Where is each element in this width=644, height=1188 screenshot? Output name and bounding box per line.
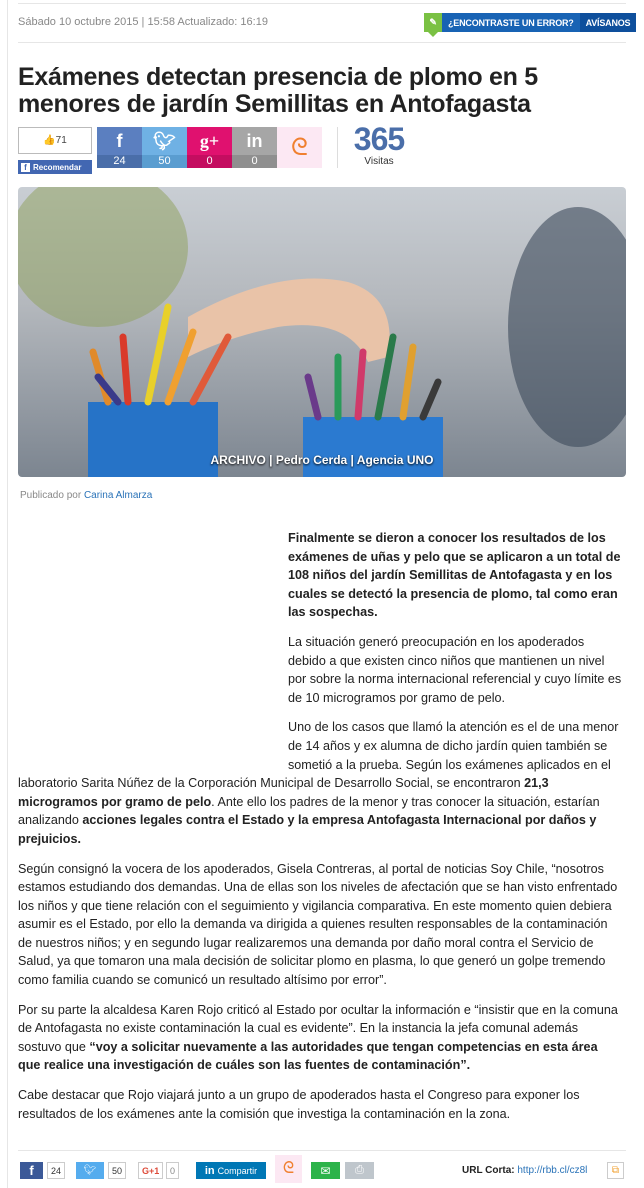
text: Por su parte la alcaldesa Karen Rojo criticó al Estado por ocultar la información e “insistir que en la comuna de Antofagasta no existe contaminación la cual es evidente”. En la instancia la jefa comunal además sostuvo que [18,1002,618,1054]
footer-twitter-count: 50 [108,1162,126,1179]
article-paragraph: Según consignó la vocera de los apoderados, Gisela Contreras, al portal de noticias Soy Chile, “nosotros estamos estudiando dos demandas. Una de ellas son los niveles de afectación que se han visto enfrentado los niños y que tiene relación con el seguimiento y vigilancia comparativa. En este momento quien debiera asumir es el Estado, por ello la demanda va dirigida a quienes resulten responsables de la contaminación de nuestros niños; y en segundo lugar realizaremos una demanda por daño moral contra el Servicio de Salud, ya que tomaron una mala decisión de solicitar plomo en plasma, lo que generó un golpe tremendo como familia cuando se comunicó un resultado altísimo por error”. [18,861,618,988]
visit-label: Visitas [364,156,394,167]
share-elephant-button[interactable] [277,127,322,168]
elephant-icon: ᘓ [291,134,308,161]
linkedin-icon: in [246,131,263,151]
short-url-label: URL Corta: [462,1165,515,1176]
footer-elephant-button[interactable] [275,1155,302,1183]
article-lead: Finalmente se dieron a conocer los resultados de los exámenes de uñas y pelo que se aplicaron a un total de 108 niños del jardín Semillitas de Antofagasta y en los cuales se detectó la presencia de plomo, tal como eran las sospechas. [288,531,621,620]
pencil-icon: ✎ [424,13,442,32]
elephant-icon: ᘓ [282,1160,295,1177]
facebook-recommend-button[interactable] [18,160,92,174]
byline [20,490,152,501]
page-title: Exámenes detectan presencia de plomo en 5 menores de jardín Semillitas en Antofagasta [18,63,538,118]
article-paragraph: Cabe destacar que Rojo viajará junto a un grupo de apoderados hasta el Congreso para exponer los resultados de los exámenes ante la comisión que investiga la contaminación en la zona. [18,1088,580,1121]
footer-facebook-count: 24 [47,1162,65,1179]
report-error-question: ¿ENCONTRASTE UN ERROR? [442,13,580,32]
envelope-icon: ✉ [320,1163,331,1178]
copy-url-button[interactable] [607,1162,624,1179]
facebook-icon: f [116,131,123,151]
photo-caption: ARCHIVO | Pedro Cerda | Agencia UNO [210,453,434,467]
ad-space [18,529,288,767]
footer-linkedin-button[interactable] [196,1162,266,1179]
divider [337,127,338,168]
pencils-illustration [18,187,626,477]
twitter-count: 50 [142,155,187,168]
twitter-icon: 🐦︎ [153,131,176,151]
text: . Ante ello los padres de la menor y tras conocer la situación, estarían analizando [18,794,600,828]
footer-facebook-button[interactable] [20,1162,43,1179]
divider [18,3,626,4]
share-linkedin-button[interactable] [232,127,277,168]
share-twitter-button[interactable] [142,127,187,168]
author-link[interactable]: Carina Almarza [83,490,153,501]
googleplus-icon: g+ [199,131,220,151]
recommend-label: Recomendar [33,162,82,172]
text: 21,3 microgramos por gramo de pelo [18,776,549,809]
like-count: 👍71 [18,127,92,154]
facebook-icon: f [29,1163,34,1178]
text: “voy a solicitar nuevamente a las autoridades que tengan competencias en esta área que realice una investigación de cuáles son las fuentes de contaminación”. [18,1039,598,1073]
footer-twitter-button[interactable] [76,1162,104,1179]
share-facebook-button[interactable] [97,127,142,168]
short-url-link[interactable]: http://rbb.cl/cz8l [517,1165,588,1176]
report-error-button[interactable] [424,13,636,32]
visit-counter [346,122,412,167]
linkedin-label: Compartir [217,1165,258,1176]
visit-count: 365 [353,121,405,157]
linkedin-count: 0 [232,155,277,168]
footer-googleplus-count: 0 [166,1162,179,1179]
text: acciones legales contra el Estado y la empresa Antofagasta Internacional por daños y prejuicios. [18,813,597,846]
divider [18,42,626,43]
article-paragraph: La situación generó preocupación en los apoderados debido a que existen cinco niños que mantienen un nivel por sobre la norma internacional referencial y cuyo límite es de 10 microgramos por gramo de pelo. [288,634,622,705]
divider [18,1150,626,1151]
printer-icon: ⎙ [355,1164,364,1176]
page-border [7,0,8,1188]
article-photo [18,187,626,477]
facebook-count: 24 [97,155,142,168]
share-googleplus-button[interactable] [187,127,232,168]
byline-label: Publicado por [20,490,82,501]
googleplus-count: 0 [187,155,232,168]
twitter-icon: 🐦︎ [83,1165,97,1176]
email-button[interactable] [311,1162,340,1179]
text: Uno de los casos que llamó la atención es el de una menor de 14 años y ex alumna de dicho jardín quien también se sometió a la prueba. Según los exámenes aplicados en el laboratorio Sarita Núñez de la Corporación Municipal de Desarrollo Social, se encontraron [18,720,619,791]
linkedin-icon: in [204,1164,215,1177]
footer-googleplus-button[interactable]: G+1 [138,1162,163,1179]
short-url [462,1162,587,1179]
print-button[interactable] [345,1162,374,1179]
copy-icon: ⧉ [611,1165,620,1176]
article-date: Sábado 10 octubre 2015 | 15:58 Actualizado: 16:19 [18,16,268,28]
report-error-action: AVÍSANOS [580,13,637,32]
article-body [18,529,622,1134]
facebook-icon: f [21,163,30,172]
article-paragraph [18,1001,622,1075]
